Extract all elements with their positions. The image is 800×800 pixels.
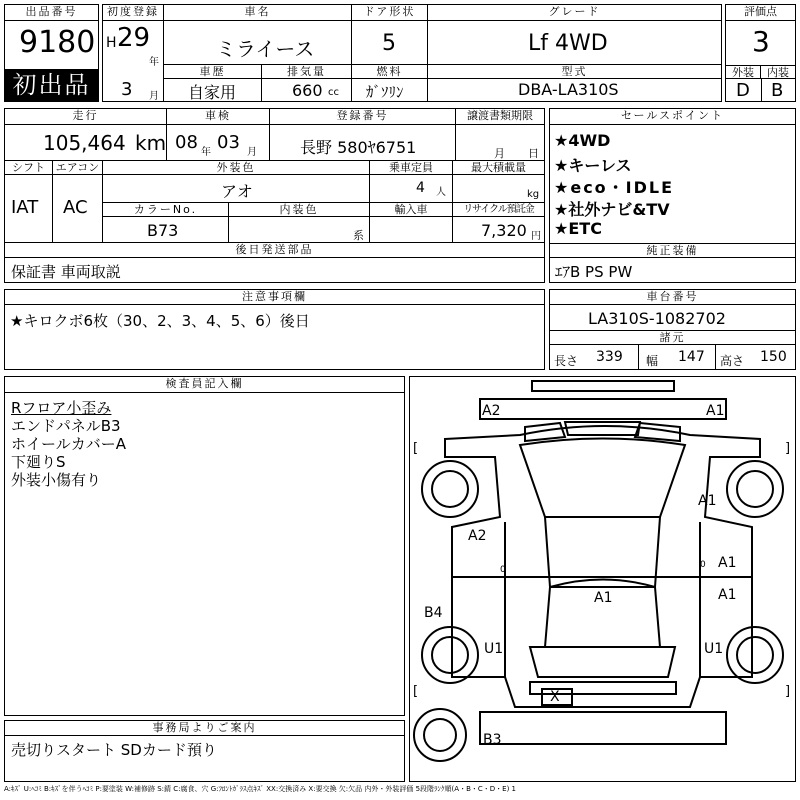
damage-mark: X [550, 689, 560, 705]
color-value: アオ [221, 182, 253, 201]
plate-label: 登録番号 [270, 109, 456, 125]
sales-item: ★eco・IDLE [554, 178, 675, 197]
recycle-unit: 円 [531, 231, 541, 242]
colorno-label: カラーNo. [103, 203, 229, 217]
damage-mark: U1 [484, 641, 504, 657]
grade-value: Lf 4WD [528, 31, 608, 56]
name-cell [164, 21, 352, 65]
length-value: 339 [596, 349, 623, 365]
svg-text:]: ] [785, 441, 791, 456]
notes-label: 注意事項欄 [5, 290, 544, 305]
mileage-label: 走行 [5, 109, 167, 125]
transfer-month: 月 [494, 147, 505, 160]
damage-mark: A1 [698, 493, 717, 509]
damage-diagram [409, 376, 796, 782]
ext-label: 外装 [726, 65, 761, 79]
fuel-label: 燃料 [352, 65, 428, 79]
inspect-year-unit: 年 [201, 147, 211, 158]
svg-text:]: ] [785, 684, 791, 699]
first-listing-badge: 初出品 [5, 69, 98, 101]
ac-cell [53, 175, 103, 243]
inspector-line: 外装小傷有り [11, 471, 102, 489]
seats-unit: 人 [436, 187, 446, 198]
svg-text:[: [ [413, 684, 419, 699]
damage-mark: A2 [468, 528, 487, 544]
later-parts-value: 保証書 車両取説 [11, 263, 121, 281]
inspect-month: 03 [217, 132, 240, 153]
dims-label: 諸元 [550, 330, 795, 345]
grade-cell [428, 21, 721, 65]
history-value: 自家用 [188, 83, 237, 102]
fuel-value: ｶﾞｿﾘﾝ [366, 83, 404, 101]
grade-label: グレード [428, 5, 721, 21]
mileage-cell [5, 125, 167, 161]
inspect-year: 08 [175, 132, 198, 153]
load-label: 最大積載量 [453, 161, 544, 175]
import-label: 輸入車 [370, 203, 453, 217]
colorno-value: B73 [147, 221, 179, 240]
notes-value: ★キロクボ6枚（30、2、3、4、5、6）後日 [10, 312, 310, 330]
door-cell [352, 21, 428, 65]
era: H [106, 35, 117, 51]
inspector-line: Rフロア小歪み [11, 399, 112, 417]
damage-mark: A1 [594, 590, 613, 606]
intcolor-cell [229, 217, 370, 243]
seats-label: 乗車定員 [370, 161, 453, 175]
shift-label: シフト [5, 161, 53, 175]
inspect-label: 車検 [167, 109, 270, 125]
color-label: 外装色 [103, 161, 370, 175]
car-name: ミライース [216, 37, 315, 61]
inspector-line: ホイールカバーA [11, 435, 126, 453]
shift-cell [5, 175, 53, 243]
damage-mark: B3 [483, 732, 502, 748]
reg-year-cell [103, 21, 164, 68]
chassis-box [549, 289, 796, 370]
sales-item: ★社外ナビ&TV [554, 200, 670, 219]
details-grid [4, 108, 545, 283]
ac-value: AC [63, 197, 88, 218]
load-unit: kg [527, 189, 540, 200]
intcolor-label: 内装色 [229, 203, 370, 217]
sales-item: ★キーレス [554, 156, 632, 175]
notes-box [4, 289, 545, 370]
lot-number: 9180 [19, 25, 96, 60]
recycle-cell [453, 217, 544, 243]
load-cell [453, 175, 544, 203]
seats-cell [370, 175, 453, 203]
colorno-cell [103, 217, 229, 243]
office-value: 売切りスタート SDカード預り [11, 741, 217, 759]
disp-cell [262, 79, 352, 101]
height-label: 高さ [720, 354, 745, 368]
history-cell [164, 79, 262, 101]
plate-value: 長野 580ﾔ6751 [300, 138, 417, 157]
sales-label: セールスポイント [550, 109, 795, 125]
transfer-label: 譲渡書類期限 [456, 109, 544, 125]
disp-value: 660 [292, 81, 323, 100]
plate-cell [270, 125, 456, 161]
damage-mark: U1 [704, 641, 724, 657]
name-label: 車名 [164, 5, 352, 21]
model-value: DBA-LA310S [518, 80, 619, 99]
legend-text: A:ｷｽﾞ U:ﾍｺﾐ B:ｷｽﾞを伴うﾍｺﾐ P:要塗装 W:補修跡 S:錆 C:腐食、穴 G:ﾌﾛﾝﾄｶﾞﾗｽ点ｷｽﾞ XX:交換済み X:要交換 欠:欠品 内外・外装評価 5段階ﾗﾝｸ順(A・B・C・D・E) 1 [4, 785, 516, 793]
length-label: 長さ [554, 354, 579, 368]
score-label: 評価点 [726, 5, 795, 21]
inspect-cell [167, 125, 270, 161]
transfer-cell [456, 125, 544, 161]
reg-month: 3 [121, 79, 133, 100]
model-label: 型式 [428, 65, 721, 79]
damage-mark: B4 [424, 605, 443, 621]
import-cell [370, 217, 453, 243]
reg-year: 29 [117, 23, 151, 53]
ac-label: エアコン [53, 161, 103, 175]
score-value: 3 [752, 25, 770, 58]
door-value: 5 [382, 31, 396, 56]
reg-label: 初度登録 [103, 5, 164, 21]
inspector-line: 下廻りS [11, 453, 66, 471]
color-cell [103, 175, 370, 203]
recycle-value: 7,320 [481, 221, 527, 240]
chassis-value: LA310S-1082702 [588, 309, 726, 328]
int-score: B [771, 80, 784, 101]
int-label: 内装 [761, 65, 795, 79]
lot-box [4, 4, 99, 102]
fuel-cell [352, 79, 428, 101]
svg-text:0: 0 [700, 560, 706, 570]
office-label: 事務局よりご案内 [5, 721, 404, 736]
inspector-label: 検査員記入欄 [5, 377, 404, 393]
door-label: ドア形状 [352, 5, 428, 21]
equip-value: ｴｱB PS PW [555, 263, 633, 281]
damage-mark: A1 [718, 555, 737, 571]
sales-item: ★4WD [554, 131, 611, 150]
damage-mark: A1 [718, 587, 737, 603]
shift-value: IAT [11, 197, 39, 218]
width-value: 147 [678, 349, 705, 365]
chassis-label: 車台番号 [550, 290, 795, 305]
year-unit: 年 [149, 57, 159, 68]
equip-label: 純正装備 [550, 243, 795, 258]
model-cell [428, 79, 721, 101]
lot-label: 出品番号 [5, 5, 98, 21]
reg-month-cell [103, 65, 164, 101]
mileage-value: 105,464 [43, 131, 126, 155]
sales-box [549, 108, 796, 283]
svg-text:[: [ [413, 441, 419, 456]
later-parts-label: 後日発送部品 [5, 243, 544, 258]
damage-mark: A1 [706, 403, 725, 419]
history-label: 車歴 [164, 65, 262, 79]
svg-text:0: 0 [500, 565, 506, 575]
car-diagram-svg [410, 377, 795, 781]
transfer-day: 日 [528, 147, 539, 160]
recycle-label: リサイクル預託金 [453, 203, 544, 217]
seats-value: 4 [416, 180, 425, 196]
height-value: 150 [760, 349, 787, 365]
header-grid [102, 4, 722, 102]
office-box [4, 720, 405, 782]
mileage-unit: km [135, 131, 167, 155]
inspector-line: エンドパネルB3 [11, 417, 121, 435]
width-label: 幅 [646, 354, 659, 368]
disp-label: 排気量 [262, 65, 352, 79]
inspector-box [4, 376, 405, 716]
ext-score: D [736, 80, 750, 101]
month-unit: 月 [149, 91, 159, 102]
sales-item: ★ETC [554, 219, 602, 238]
disp-unit: cc [328, 87, 339, 98]
score-box [725, 4, 796, 102]
inspect-month-unit: 月 [247, 147, 257, 158]
damage-mark: A2 [482, 403, 501, 419]
intcolor-unit: 系 [353, 229, 364, 242]
